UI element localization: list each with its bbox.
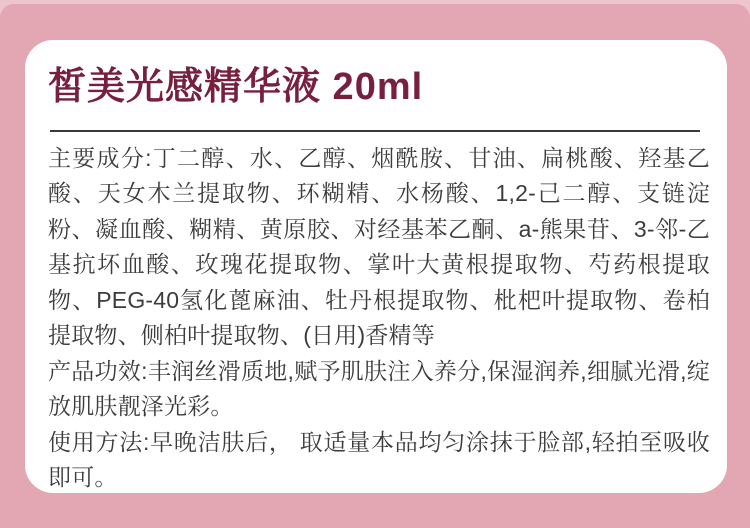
efficacy-text: 产品功效:丰润丝滑质地,赋予肌肤注入养分,保湿润养,细腻光滑,绽放肌肤靓泽光彩。 bbox=[48, 357, 710, 420]
ingredients-text: 主要成分:丁二醇、水、乙醇、烟酰胺、甘油、扁桃酸、羟基乙酸、天女木兰提取物、环糊精、水杨酸、1,2-己二醇、支链淀粉、凝血酸、糊精、黄原胶、对经基苯乙酮、a-熊果苷、3-邻-乙基抗坏血酸、玫瑰花提取物、掌叶大黄根提取物、芍药根提取物、PEG-40氢化蓖麻油、牡丹根提取物、枇杷叶提取物、卷柏提取物、侧柏叶提取物、(日用)香精等 bbox=[48, 144, 710, 349]
product-title: 皙美光感精华液 20ml bbox=[48, 66, 424, 108]
pink-panel bbox=[0, 4, 750, 528]
product-info-card bbox=[25, 40, 727, 493]
usage-text: 使用方法:早晚洁肤后， 取适量本品均匀涂抹于脸部,轻拍至吸收即可。 bbox=[48, 428, 710, 491]
title-divider bbox=[50, 130, 700, 132]
